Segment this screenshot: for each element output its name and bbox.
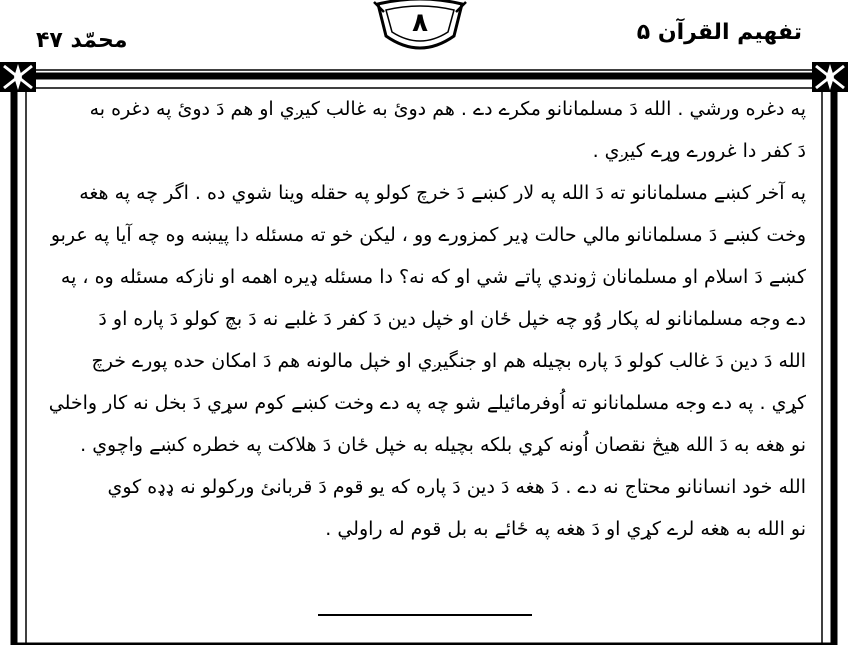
- text-line: وخت کښے دَ مسلمانانو مالي حالت ډير کمزورے وو ، ليکن خو ته مسئله دا پيښه وه چه آيا په عربو: [50, 224, 806, 246]
- page-number: ٨: [412, 8, 428, 38]
- text-line: نو هغه به دَ الله هيڅ نقصان اُونه کړي بلکه بچيله به خپل ځان دَ هلاکت په خطره کښے واچوي .: [80, 434, 806, 456]
- text-line: کښے دَ اسلام او مسلمانان ژوندي پاتے شي او که نه؟ دا مسئله ډيره اهمه او نازکه مسئله وه ، په: [60, 266, 806, 288]
- section-divider: [318, 614, 532, 616]
- text-line: په دغره ورشي . الله دَ مسلمانانو مکرے دے . هم دوئ به غالب کيږي او هم دَ دوئ په دغره به: [89, 98, 806, 120]
- paragraph-1: [44, 88, 806, 172]
- text-line: دے وجه مسلمانانو له پکار وُو چه خپل ځان او خپل دين دَ کفر دَ غلبے نه دَ بچ کولو دَ پاره او دَ: [98, 308, 806, 330]
- book-title: تفهيم القرآن ۵: [636, 20, 802, 45]
- body-text: [44, 88, 806, 550]
- text-line: الله خود انسانانو محتاج نه دے . دَ هغه دَ دين دَ پاره که يو قوم دَ قربانئ ورکولو نه ډډه کوي: [107, 476, 806, 498]
- text-line: کړي . په دے وجه مسلمانانو ته اُوفرمائيلے شو چه په دے وخت کښے کوم سړي دَ بخل نه کار واخلي: [48, 392, 806, 414]
- text-line: په آخر کښے مسلمانانو ته دَ الله په لار کښے دَ خرچ کولو په حقله وينا شوي ده . اگر چه په هغه: [79, 182, 806, 204]
- corner-ornament-right: [812, 62, 848, 92]
- corner-ornament-left: [0, 62, 36, 92]
- paragraph-2: [44, 172, 806, 550]
- text-line: دَ کفر دا غرورے وړے کيږي .: [592, 140, 806, 162]
- surah-label: محمّد ۴۷: [36, 28, 128, 53]
- text-line: الله دَ دين دَ غالب کولو دَ پاره بچيله هم او جنگيږي او خپل مالونه هم دَ امکان حده پورے خرچ: [91, 350, 806, 372]
- text-line: نو الله به هغه لرے کړي او دَ هغه په ځائے به بل قوم له راولي .: [325, 518, 806, 540]
